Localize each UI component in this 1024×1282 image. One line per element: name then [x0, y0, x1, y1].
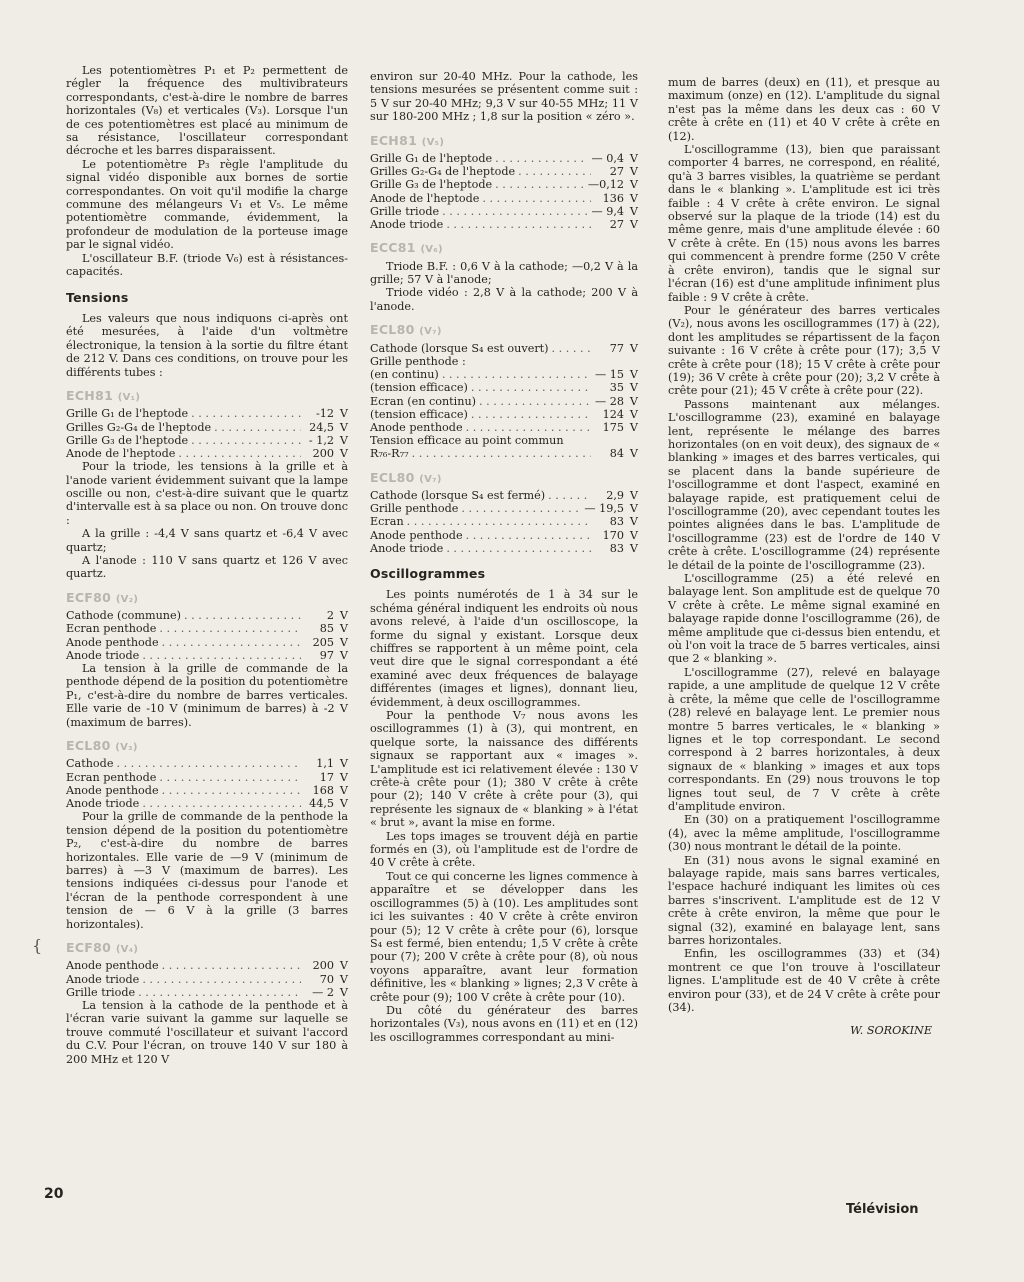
column-1: [66, 64, 348, 1066]
voltage-unit: V: [339, 420, 348, 434]
voltage-label: Anode penthode: [370, 528, 463, 542]
voltage-label: Cathode (lorsque S₄ est fermé): [370, 488, 546, 502]
voltage-label: R₇₆-R₇₇: [370, 447, 409, 461]
voltage-label: Cathode: [66, 757, 114, 771]
dot-leader: [442, 205, 588, 218]
paragraph: L'oscillateur B.F. (triode V₆) est à résistances-capacités.: [66, 251, 348, 279]
dot-leader: [138, 986, 301, 999]
dot-leader: [482, 192, 591, 205]
tube-ref: (V₅): [421, 136, 445, 148]
voltage-unit: V: [339, 433, 348, 447]
tube-ref: (V₇): [419, 326, 442, 338]
voltage-row: [370, 342, 638, 355]
voltage-row: [370, 502, 638, 515]
paragraph: A la grille : -4,4 V sans quartz et -6,4 V avec quartz;: [66, 527, 348, 554]
paragraph: En (31) nous avons le signal examiné en balayage rapide, mais sans barres verticales, l'espace hachuré indiquant les limites où ces barres s'inscrivent. L'amplitude est de 12 V crête à crête environ, la même que pour le signal (32), examiné en balayage lent, sans barres horizontales.: [668, 853, 940, 947]
voltage-unit: V: [629, 341, 638, 355]
voltage-unit: V: [629, 447, 638, 461]
voltage-row: [66, 434, 348, 447]
dot-leader: [412, 447, 591, 460]
margin-bracket-mark: {: [32, 936, 43, 955]
voltage-value: 1,1: [316, 757, 334, 771]
voltage-value: 35: [609, 381, 624, 395]
voltage-label: Anode triode: [66, 797, 140, 811]
voltage-unit: V: [339, 972, 348, 986]
paragraph: Enfin, les oscillogrammes (33) et (34) montrent ce que l'on trouve à l'oscillateur lignes. L'amplitude est de 40 V crête à crête environ pour (33), et de 24 V crête à crête pour (34).: [668, 947, 940, 1015]
voltage-label: (en continu): [370, 368, 439, 382]
paragraph: Pour la penthode V₇ nous avons les oscillogrammes (1) à (3), qui montrent, en quelque sorte, la naissance des différents signaux se rapportant aux « images ». L'amplitude est ici relativement élevée : 130 V crête-à crête pour (1); 380 V crête à crête pour (2); 140 V crête à crête pour (3), qui représente les signaux de « blanking » à l'état « brut », avant la mise en forme.: [370, 709, 638, 830]
voltage-value: 83: [609, 541, 624, 555]
voltage-label: Ecran penthode: [66, 770, 157, 784]
voltage-label: Grille triode: [66, 985, 136, 999]
voltage-value: 27: [609, 218, 624, 232]
paragraph: Tout ce qui concerne les lignes commence à apparaître et se développer dans les oscillogrammes (5) à (10). Les amplitudes sont ici les suivantes : 40 V crête à crête environ pour (5); 12 V crête à crête pour (6), lorsque S₄ est fermé, bien entendu; 1,5 V crête à crête pour (7); 200 V crête à crête pour (8), où nous voyons apparaître, avant leur formation définitive, les « blanking » lignes; 2,3 V crête à crête pour (9); 100 V crête à crête pour (10).: [370, 869, 638, 1004]
voltage-row: [66, 421, 348, 434]
paragraph: Les points numérotés de 1 à 34 sur le schéma général indiquent les endroits où nous avons relevé, à l'aide d'un oscilloscope, la forme du signal y existant. Lorsque deux chiffres se rapportent à un même point, cela veut dire que le signal correspondant a été examiné avec deux fréquences de balayage différentes (images et lignes), donnant lieu, évidemment, à deux oscillogrammes.: [370, 588, 638, 709]
voltage-value: — 15: [595, 368, 624, 382]
paragraph: Les potentiomètres P₁ et P₂ permettent de régler la fréquence des multivibrateurs correspondants, c'est-à-dire le nombre de barres horizontales (V₈) et verticales (V₃). Lorsque l'un de ces potentiomètres est placé au minimum de sa résistance, l'oscillateur correspondant décroche et les barres disparaissent.: [66, 64, 348, 158]
voltage-value: 124: [602, 407, 624, 421]
voltage-label: Anode penthode: [66, 959, 159, 973]
voltage-label: Ecran: [370, 515, 404, 529]
dot-leader: [446, 218, 591, 231]
voltage-row: [66, 636, 348, 649]
voltage-unit: V: [629, 152, 638, 166]
voltage-unit: V: [629, 218, 638, 232]
voltage-row: [370, 447, 638, 460]
paragraph: Les valeurs que nous indiquons ci-après ont été mesurées, à l'aide d'un voltmètre électronique, la tension à la sortie du filtre étant de 212 V. Dans ces conditions, on trouve pour les différents tubes :: [66, 311, 348, 379]
voltage-row: [370, 395, 638, 408]
tube-heading-ech81-v5: [370, 134, 638, 149]
dot-leader: [466, 421, 591, 434]
tube-ref: (V₇): [419, 473, 442, 485]
voltage-row: [370, 542, 638, 555]
paragraph: L'oscillogramme (13), bien que paraissant comporter 4 barres, ne correspond, en réalité, qu'à 3 barres visibles, la quatrième se perdant dans le « blanking ». L'amplitude est ici très faible : 4 V crête à crête environ. Le signal observé sur la plaque de la triode (14) est du même genre, mais d'une amplitude élevée : 60 V crête à crête. En (15) nous avons les barres qui commencent à prendre forme (250 V crête à crête environ), tandis que le signal sur l'écran (16) est d'une amplitude infiniment plus faible : 9 V crête à crête.: [668, 143, 940, 304]
voltage-unit: V: [339, 985, 348, 999]
voltage-value: 170: [602, 528, 624, 542]
dot-leader: [162, 636, 301, 649]
voltage-label: Anode de l'heptode: [66, 446, 176, 460]
paragraph: Les tops images se trouvent déjà en partie formés en (3), où l'amplitude est de l'ordre de 40 V crête à crête.: [370, 829, 638, 870]
voltage-label: Ecran (en continu): [370, 394, 477, 408]
paragraph: L'oscillogramme (27), relevé en balayage rapide, a une amplitude de quelque 12 V crête à crête, la même que celle de l'oscillogramme (28) relevé en balayage lent. Le premier nous montre 5 barres verticales, le « blanking » lignes et le top correspondant. Le second correspond à 2 barres horizontales, à deux signaux de « blanking » images et aux tops correspondants. En (29) nous trouvons le top lignes tout seul, de 7 V crête à crête d'amplitude environ.: [668, 665, 940, 813]
voltage-label: Anode penthode: [66, 635, 159, 649]
voltage-row: [370, 529, 638, 542]
paragraph: L'oscillogramme (25) a été relevé en balayage lent. Son amplitude est de quelque 70 V crête à crête. Le même signal examiné en balayage rapide donne l'oscillogramme (26), de même amplitude que ci-dessus bien entendu, et où l'on voit la trace de 5 barres verticales, ainsi que 2 « blanking ».: [668, 572, 940, 666]
tube-heading-ecf80-v4: [66, 941, 348, 956]
voltage-label: Grilles G₂-G₄ de l'heptode: [370, 165, 516, 179]
voltage-value: 97: [319, 648, 334, 662]
voltage-unit: V: [629, 165, 638, 179]
tube-ref: (V₆): [420, 244, 443, 256]
voltage-unit: V: [629, 528, 638, 542]
voltage-label: Cathode (lorsque S₄ est ouvert): [370, 341, 549, 355]
voltage-row: [66, 797, 348, 810]
voltage-table-ecf80-v2: [66, 609, 348, 662]
tube-name: ECF80: [66, 589, 112, 605]
voltage-label: Grille penthode :: [370, 354, 466, 368]
voltage-row: [66, 447, 348, 460]
tube-ref: (V₄): [115, 943, 139, 955]
voltage-unit: V: [339, 648, 348, 662]
paragraph: En (30) on a pratiquement l'oscillogramme (4), avec la même amplitude, l'oscillogramme (30) nous montrant le détail de la pointe.: [668, 813, 940, 854]
voltage-label: Anode triode: [66, 972, 140, 986]
voltage-value: - 1,2: [308, 433, 334, 447]
voltage-unit: V: [339, 959, 348, 973]
section-heading-tensions: Tensions: [66, 289, 129, 305]
voltage-unit: V: [339, 622, 348, 636]
voltage-label: Ecran penthode: [66, 622, 157, 636]
tube-name: ECL80: [370, 322, 415, 338]
dot-leader: [214, 421, 301, 434]
voltage-label: Grille triode: [370, 204, 440, 218]
voltage-row: [370, 355, 638, 368]
voltage-unit: V: [339, 797, 348, 811]
voltage-unit: V: [629, 515, 638, 529]
voltage-value: — 19,5: [584, 502, 624, 516]
voltage-label: Grilles G₂-G₄ de l'heptode: [66, 420, 212, 434]
voltage-row: [370, 192, 638, 205]
voltage-value: 83: [609, 515, 624, 529]
paragraph: Passons maintenant aux mélanges. L'oscillogramme (23), examiné en balayage lent, représente le mélange des barres horizontales (on en voit deux), des signaux de « blanking » images et des barres verticales, qui se placent dans la bande supérieure de l'oscillogramme et dont l'aspect, examiné en balayage rapide, est pratiquement celui de l'oscillogramme (20), avec cependant toutes les pointes alignées dans le bas. L'amplitude de l'oscillogramme (23) est de l'ordre de 140 V crête à crête. L'oscillogramme (24) représente le détail de la pointe de l'oscillogramme (23).: [668, 397, 940, 572]
voltage-label: Tension efficace au point commun: [370, 434, 564, 448]
voltage-row: [370, 381, 638, 394]
paragraph: Pour la grille de commande de la penthode la tension dépend de la position du potentiomètre P₂, c'est-à-dire du nombre de barres horizontales. Elle varie de —9 V (minimum de barres) à —3 V (maximum de barres). Les tensions indiquées ci-dessus pour l'anode et l'écran de la penthode correspondent à une tension de — 6 V à la grille (3 barres horizontales).: [66, 810, 348, 931]
voltage-label: Grille G₃ de l'heptode: [66, 433, 189, 447]
voltage-value: -12: [315, 407, 334, 421]
dot-leader: [162, 784, 301, 797]
voltage-label: Anode triode: [370, 218, 444, 232]
voltage-unit: V: [629, 420, 638, 434]
paragraph: Triode vidéo : 2,8 V à la cathode; 200 V à l'anode.: [370, 286, 638, 313]
paragraph: A l'anode : 110 V sans quartz et 126 V avec quartz.: [66, 554, 348, 581]
voltage-value: 168: [312, 783, 334, 797]
voltage-row: [370, 178, 638, 191]
voltage-row: [66, 771, 348, 784]
dot-leader: [191, 434, 301, 447]
paragraph: environ sur 20-40 MHz. Pour la cathode, les tensions mesurées se présentent comme suit : 5 V sur 20-40 MHz; 9,3 V sur 40-55 MHz; 11 V sur 180-200 MHz ; 1,8 sur la position « zéro ».: [370, 70, 638, 124]
voltage-label: Grille penthode: [370, 502, 459, 516]
voltage-row: [370, 421, 638, 434]
dot-leader: [184, 609, 301, 622]
author-signature: W. SOROKINE: [850, 1024, 932, 1038]
voltage-unit: V: [629, 191, 638, 205]
voltage-table-ecl80-v7-open: [370, 342, 638, 461]
voltage-row: [370, 515, 638, 528]
voltage-row: [66, 609, 348, 622]
tube-ref: (V₂): [115, 593, 139, 605]
voltage-row: [66, 757, 348, 770]
voltage-value: 2: [326, 609, 334, 623]
voltage-value: 24,5: [309, 420, 334, 434]
voltage-value: 77: [609, 341, 624, 355]
voltage-row: [370, 165, 638, 178]
magazine-title: Télévision: [846, 1202, 919, 1217]
voltage-row: [66, 622, 348, 635]
voltage-unit: V: [339, 635, 348, 649]
voltage-unit: V: [629, 394, 638, 408]
paragraph: La tension à la cathode de la penthode et à l'écran varie suivant la gamme sur laquelle se trouve commuté l'oscillateur et suivant l'accord du C.V. Pour l'écran, on trouve 140 V sur 180 à 200 MHz et 120 V: [66, 998, 348, 1066]
tube-name: ECF80: [66, 939, 112, 955]
voltage-row: [66, 959, 348, 972]
tube-name: ECL80: [66, 738, 111, 754]
voltage-value: —0,12: [587, 178, 624, 192]
dot-leader: [442, 368, 591, 381]
voltage-label: Anode triode: [66, 648, 140, 662]
column-2: [370, 70, 638, 1044]
page-number: 20: [44, 1186, 64, 1202]
voltage-row: [370, 434, 638, 447]
paragraph: Pour le générateur des barres verticales (V₂), nous avons les oscillogrammes (17) à (22), dont les amplitudes se répartissent de la façon suivante : 16 V crête à crête pour (17); 3,5 V crête à crête pour (18); 15 V crête à crête pour (19); 36 V crête à crête pour (20); 3,2 V crête à crête pour (21); 45 V crête à crête pour (22).: [668, 303, 940, 398]
voltage-value: 2,9: [606, 488, 624, 502]
voltage-label: Anode triode: [370, 541, 444, 555]
voltage-value: 205: [312, 635, 334, 649]
voltage-label: (tension efficace): [370, 381, 468, 395]
voltage-value: 136: [602, 191, 624, 205]
voltage-value: 70: [319, 972, 334, 986]
tube-name: ECL80: [370, 469, 415, 485]
voltage-value: 17: [319, 770, 334, 784]
voltage-label: Anode de l'heptode: [370, 191, 480, 205]
voltage-unit: V: [629, 541, 638, 555]
voltage-unit: V: [339, 757, 348, 771]
paragraph: Du côté du générateur des barres horizontales (V₃), nous avons en (11) et en (12) les oscillogrammes correspondant au mini-: [370, 1003, 638, 1044]
voltage-unit: V: [629, 381, 638, 395]
voltage-row: [66, 784, 348, 797]
voltage-label: Cathode (commune): [66, 609, 181, 623]
voltage-row: [370, 489, 638, 502]
dot-leader: [471, 408, 591, 421]
dot-leader: [495, 178, 585, 191]
dot-leader: [461, 502, 581, 515]
voltage-unit: V: [629, 488, 638, 502]
voltage-unit: V: [339, 446, 348, 460]
voltage-table-ecl80-v3: [66, 757, 348, 810]
paragraph: La tension à la grille de commande de la penthode dépend de la position du potentiomètre P₁, c'est-à-dire du nombre de barres verticales. Elle varie de -10 V (minimum de barres) à -2 V (maximum de barres).: [66, 662, 348, 729]
voltage-table-ecl80-v7-closed: [370, 489, 638, 555]
voltage-value: 200: [312, 446, 334, 460]
voltage-label: Grille G₁ de l'heptode: [370, 152, 493, 166]
dot-leader: [142, 649, 301, 662]
voltage-value: 44,5: [309, 797, 334, 811]
voltage-value: — 9,4: [591, 204, 624, 218]
dot-leader: [466, 529, 591, 542]
paragraph: mum de barres (deux) en (11), et presque au maximum (onze) en (12). L'amplitude du signal n'est pas la même dans les deux cas : 60 V crête à crête en (11) et 40 V crête à crête en (12).: [668, 76, 940, 143]
voltage-unit: V: [339, 407, 348, 421]
voltage-unit: V: [629, 407, 638, 421]
tube-heading-ecf80-v2: [66, 591, 348, 606]
tube-name: ECH81: [66, 387, 114, 403]
voltage-unit: V: [629, 178, 638, 192]
voltage-row: [66, 407, 348, 420]
voltage-row: [370, 368, 638, 381]
tube-ref: (V₁): [117, 391, 141, 403]
dot-leader: [479, 395, 591, 408]
voltage-table-ecf80-v4: [66, 959, 348, 999]
column-3: [668, 76, 940, 1038]
dot-leader: [116, 757, 301, 770]
voltage-value: — 2: [312, 985, 334, 999]
voltage-value: 84: [609, 447, 624, 461]
dot-leader: [471, 381, 591, 394]
voltage-value: — 28: [595, 394, 624, 408]
dot-leader: [178, 447, 301, 460]
dot-leader: [159, 771, 301, 784]
voltage-value: — 0,4: [591, 152, 624, 166]
tube-heading-ecc81-v6: [370, 241, 638, 256]
dot-leader: [191, 407, 301, 420]
dot-leader: [142, 973, 301, 986]
voltage-unit: V: [339, 783, 348, 797]
dot-leader: [446, 542, 591, 555]
voltage-label: (tension efficace): [370, 407, 468, 421]
dot-leader: [407, 515, 591, 528]
voltage-value: 27: [609, 165, 624, 179]
voltage-row: [66, 986, 348, 999]
tube-heading-ech81-v1: [66, 389, 348, 404]
voltage-row: [370, 152, 638, 165]
tube-ref: (V₃): [115, 742, 138, 754]
voltage-unit: V: [339, 770, 348, 784]
voltage-label: Grille G₃ de l'heptode: [370, 178, 493, 192]
voltage-label: Anode penthode: [370, 420, 463, 434]
voltage-unit: V: [629, 204, 638, 218]
tube-heading-ecl80-v7: [370, 323, 638, 338]
tube-heading-ecl80-v7-closed: [370, 471, 638, 486]
dot-leader: [552, 342, 591, 355]
dot-leader: [495, 152, 588, 165]
paragraph: Pour la triode, les tensions à la grille et à l'anode varient évidemment suivant que la lampe oscille ou non, c'est-à-dire suivant que le quartz d'intervalle est à sa place ou non. On trouve donc :: [66, 460, 348, 527]
tube-name: ECC81: [370, 240, 416, 256]
tube-heading-ecl80-v3: [66, 739, 348, 754]
voltage-label: Anode penthode: [66, 783, 159, 797]
voltage-table-ech81-v5: [370, 152, 638, 231]
voltage-row: [370, 218, 638, 231]
dot-leader: [518, 165, 591, 178]
section-heading-oscillogrammes: Oscillogrammes: [370, 565, 486, 581]
voltage-unit: V: [339, 609, 348, 623]
voltage-unit: V: [629, 368, 638, 382]
voltage-label: Grille G₁ de l'heptode: [66, 407, 189, 421]
voltage-value: 85: [319, 622, 334, 636]
dot-leader: [162, 959, 301, 972]
tube-name: ECH81: [370, 132, 418, 148]
voltage-row: [370, 408, 638, 421]
voltage-row: [66, 973, 348, 986]
dot-leader: [159, 622, 301, 635]
paragraph: Triode B.F. : 0,6 V à la cathode; —0,2 V à la grille; 57 V à l'anode;: [370, 259, 638, 287]
voltage-value: 200: [312, 959, 334, 973]
dot-leader: [142, 797, 301, 810]
voltage-value: 175: [602, 420, 624, 434]
voltage-unit: V: [629, 502, 638, 516]
paragraph: Le potentiomètre P₃ règle l'amplitude du signal vidéo disponible aux bornes de sortie correspondantes. On voit qu'il modifie la charge commune des mélangeurs V₁ et V₅. Le même potentiomètre commande, évidemment, la profondeur de modulation de la porteuse image par le signal vidéo.: [66, 157, 348, 252]
voltage-table-ech81-v1: [66, 407, 348, 460]
voltage-row: [66, 649, 348, 662]
voltage-row: [370, 205, 638, 218]
dot-leader: [548, 489, 591, 502]
